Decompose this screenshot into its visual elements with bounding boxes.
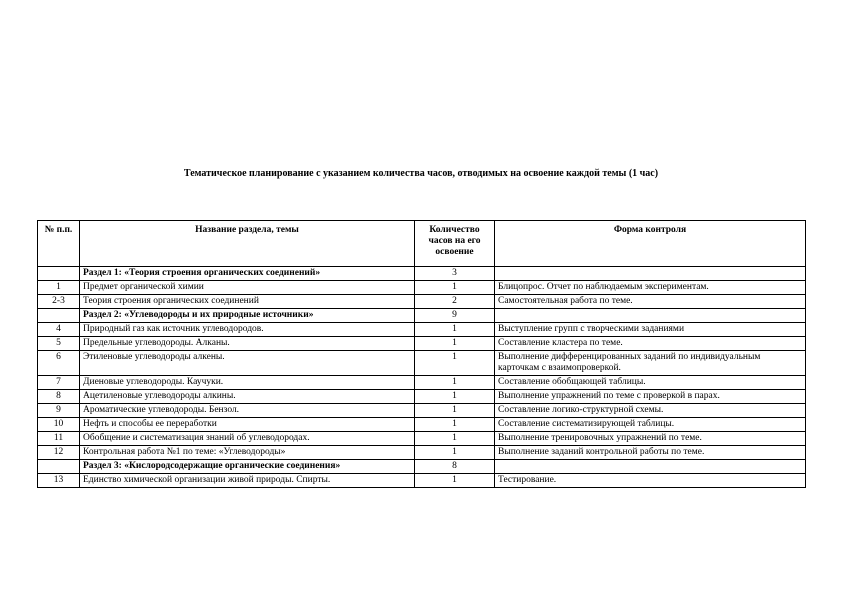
control-form: Выполнение тренировочных упражнений по теме. [495, 432, 806, 446]
section-title: Раздел 2: «Углеводороды и их природные источники» [80, 309, 415, 323]
row-hours: 1 [415, 323, 495, 337]
row-hours: 1 [415, 418, 495, 432]
row-num: 8 [38, 390, 80, 404]
topic-name: Природный газ как источник углеводородов. [80, 323, 415, 337]
table-row [38, 281, 806, 295]
header-hours: Количество часов на его освоение [415, 221, 495, 267]
control-form [495, 267, 806, 281]
table-row [38, 404, 806, 418]
section-row [38, 267, 806, 281]
row-num [38, 267, 80, 281]
table-row [38, 351, 806, 376]
row-hours: 2 [415, 295, 495, 309]
row-hours: 8 [415, 460, 495, 474]
table-row [38, 390, 806, 404]
control-form: Тестирование. [495, 474, 806, 488]
header-num: № п.п. [38, 221, 80, 267]
control-form: Выполнение упражнений по теме с проверкой в парах. [495, 390, 806, 404]
control-form: Составление систематизирующей таблицы. [495, 418, 806, 432]
control-form: Выступление групп с творческими заданиями [495, 323, 806, 337]
row-num: 13 [38, 474, 80, 488]
document-title: Тематическое планирование с указанием количества часов, отводимых на освоение каждой темы (1 час) [183, 168, 659, 179]
table-row [38, 418, 806, 432]
row-num: 11 [38, 432, 80, 446]
row-num: 10 [38, 418, 80, 432]
section-title: Раздел 3: «Кислородсодержащие органические соединения» [80, 460, 415, 474]
header-name: Название раздела, темы [80, 221, 415, 267]
section-title: Раздел 1: «Теория строения органических соединений» [80, 267, 415, 281]
row-num: 9 [38, 404, 80, 418]
control-form: Составление обобщающей таблицы. [495, 376, 806, 390]
topic-name: Ароматические углеводороды. Бензол. [80, 404, 415, 418]
table-row [38, 323, 806, 337]
row-num: 12 [38, 446, 80, 460]
control-form: Блицопрос. Отчет по наблюдаемым экспериментам. [495, 281, 806, 295]
row-num: 1 [38, 281, 80, 295]
topic-name: Единство химической организации живой природы. Спирты. [80, 474, 415, 488]
table-row [38, 432, 806, 446]
control-form: Выполнение заданий контрольной работы по теме. [495, 446, 806, 460]
topic-name: Предельные углеводороды. Алканы. [80, 337, 415, 351]
table-row [38, 337, 806, 351]
row-hours: 1 [415, 390, 495, 404]
table-row [38, 376, 806, 390]
row-num: 4 [38, 323, 80, 337]
control-form: Самостоятельная работа по теме. [495, 295, 806, 309]
header-form: Форма контроля [495, 221, 806, 267]
row-num: 2-3 [38, 295, 80, 309]
row-num [38, 460, 80, 474]
row-num: 7 [38, 376, 80, 390]
row-hours: 9 [415, 309, 495, 323]
topic-name: Теория строения органических соединений [80, 295, 415, 309]
row-hours: 1 [415, 446, 495, 460]
control-form: Составление логико-структурной схемы. [495, 404, 806, 418]
row-num: 5 [38, 337, 80, 351]
row-hours: 1 [415, 351, 495, 376]
thematic-plan-table [37, 220, 806, 488]
topic-name: Предмет органической химии [80, 281, 415, 295]
topic-name: Нефть и способы ее переработки [80, 418, 415, 432]
row-hours: 1 [415, 432, 495, 446]
row-hours: 1 [415, 474, 495, 488]
row-hours: 1 [415, 376, 495, 390]
topic-name: Контрольная работа №1 по теме: «Углеводороды» [80, 446, 415, 460]
control-form [495, 460, 806, 474]
table-row [38, 446, 806, 460]
table-row [38, 295, 806, 309]
section-row [38, 460, 806, 474]
row-hours: 1 [415, 337, 495, 351]
table-header-row [38, 221, 806, 267]
row-num [38, 309, 80, 323]
topic-name: Ацетиленовые углеводороды алкины. [80, 390, 415, 404]
topic-name: Обобщение и систематизация знаний об углеводородах. [80, 432, 415, 446]
row-hours: 1 [415, 404, 495, 418]
control-form [495, 309, 806, 323]
row-num: 6 [38, 351, 80, 376]
row-hours: 3 [415, 267, 495, 281]
control-form: Выполнение дифференцированных заданий по индивидуальным карточкам с взаимопроверкой. [495, 351, 806, 376]
topic-name: Этиленовые углеводороды алкены. [80, 351, 415, 376]
topic-name: Диеновые углеводороды. Каучуки. [80, 376, 415, 390]
section-row [38, 309, 806, 323]
table-row [38, 474, 806, 488]
row-hours: 1 [415, 281, 495, 295]
table-body [38, 267, 806, 488]
control-form: Составление кластера по теме. [495, 337, 806, 351]
